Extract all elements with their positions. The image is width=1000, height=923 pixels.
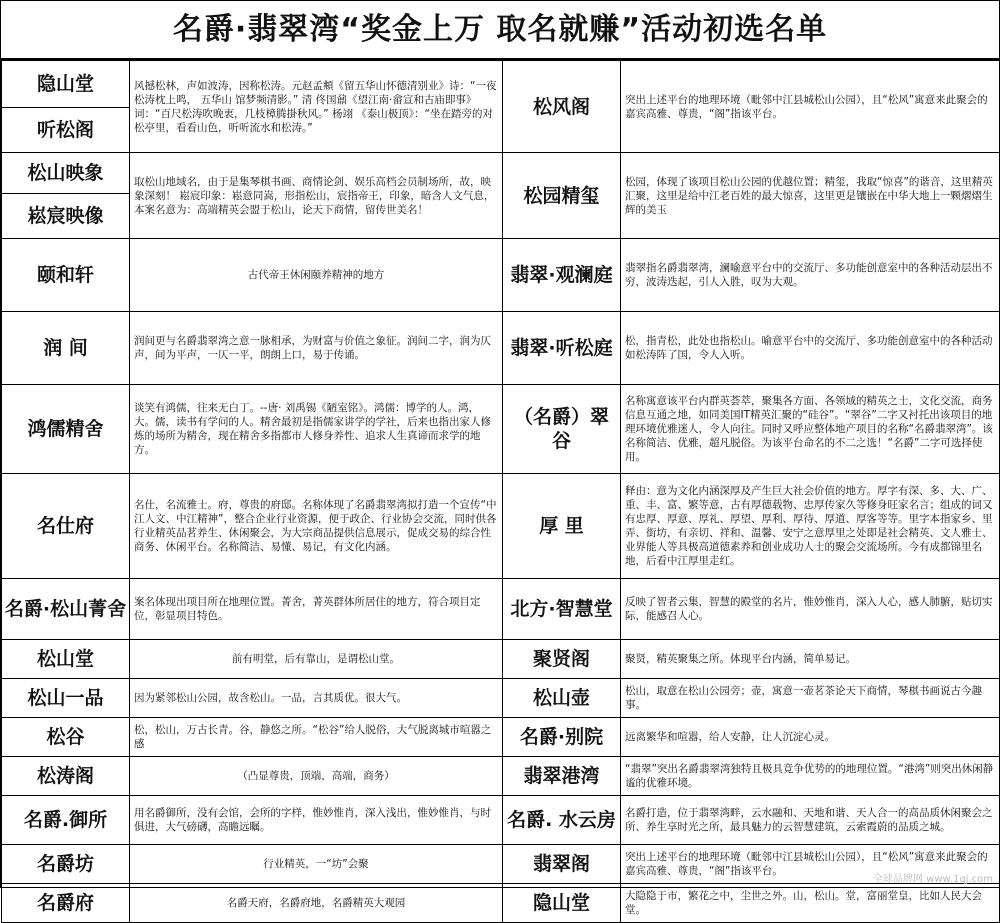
candidate-description: 取松山地域名，由于是集琴棋书画、商情论剑、娱乐高档会员制场所，故，映象深刻！ 崧宸印象：崧意同嵩，形指松山，宸指帝王，印象，暗含人文气息，本案名意为：高端精英会盟于松山，论天下商情，留传世美名！ [130,153,503,239]
candidate-description: 名仕，名流雅士。府，尊贵的府邸。名称体现了名爵翡翠湾拟打造一个宣传“中江人文、中江精神”，整合企业行业资源，便于政企、行业协会交流，同时供各行业精英品茗养生、休闲聚会，为大宗商品提供信息展示，促成交易的综合性商务、休闲平台。名称简洁、易懂、易记，有文化内涵。 [130,474,503,579]
table-row [2,153,1000,194]
candidate-description: 释由：意为文化内涵深厚及产生巨大社会价值的地方。厚字有深、多、大、广、重、丰、富、繁等意，古有厚德载物、忠厚传家久等修身旺家名言；组成的词又有忠厚、厚意、厚礼、厚望、厚利、厚待、厚道、厚客等等。里字本指家乡、里弄、街坊，有亲切、祥和、温馨、安宁之意厚里之处即是社会精英、文人雅士、业界能人等具极高道德素养和创业成功人士的聚会交流场所。今有成都锦里名地，后看中江厚里走红。 [621,474,1000,579]
candidate-name: 松山堂 [2,640,130,679]
candidate-name: 名爵坊 [2,845,130,884]
candidate-name: 名爵·别院 [503,718,621,757]
candidate-description: 翡翠指名爵翡翠湾，澜喻意平台中的交流厅、多功能创意室中的各种活动层出不穷，波涛迭起，引人入胜，叹为大观。 [621,239,1000,312]
table-row [2,239,1000,312]
candidate-name: 松山一品 [2,679,130,718]
candidate-name: 松园精玺 [503,153,621,239]
candidate-name: 鸿儒精舍 [2,385,130,474]
candidate-description: 因为紧邻松山公园，故含松山。一品，言其质优。很大气。 [130,679,503,718]
candidate-description: 用名爵御所，没有会馆，会所的字样，惟妙惟肖，深入浅出，惟妙惟肖，与时俱进，大气磅礴，高瞻远瞩。 [130,796,503,845]
table-row [2,385,1000,474]
table-row [2,679,1000,718]
watermark: 全球品牌网 www.1qj.com [873,874,993,885]
candidate-description: 名爵打造，位于翡翠湾畔，云水融和、天地和谐、天人合一的高品质休闲聚会之所、养生享时光之所，最具魅力的云智慧建筑，云索霞蔚的品质之城。 [621,796,1000,845]
candidate-name: 聚贤阁 [503,640,621,679]
candidate-name: 松山壶 [503,679,621,718]
candidate-description: 名称寓意该平台内群英荟萃，聚集各方面、各领域的精英之士，文化交流，商务信息互通之地，如同美国IT精英汇聚的“硅谷”。“翠谷”二字又衬托出该项目的地理环境优雅迷人，令人向往。同时又呼应整体地产项目的名称“名爵翡翠湾”。该名称简洁、优雅，超凡脱俗。为该平台命名的不二之选！“名爵”二字可选择使用。 [621,385,1000,474]
candidate-name: 名爵. 水云房 [503,796,621,845]
candidate-description: 大隐隐于市，繁花之中，尘世之外。山，松山。堂，富丽堂皇，比如人民大会堂。 [621,884,1000,923]
candidate-name: 颐和轩 [2,239,130,312]
candidate-name: 名爵·松山菁舍 [2,579,130,640]
candidate-name: 翡翠·观澜庭 [503,239,621,312]
candidate-name: 松涛阁 [2,757,130,796]
candidate-description: 名爵天府，名爵府地，名爵精英大观园 [130,884,503,923]
table-row [2,845,1000,884]
candidate-description: 行业精英，一“坊”会聚 [130,845,503,884]
candidate-description: （凸显尊贵，顶端，高端，商务） [130,757,503,796]
candidate-description: 风撼松林，声如波涛，因称松涛。元赵孟頫《留五华山怀德清别业》诗：“一夜松涛枕上鸣， 五华山 馆梦频清影。” 清 佟国鼐《望江南·畲宣和古庙即事》词：“百尺松涛吹晚衷，几枝樟腾掛秋风。” 杨翊 《泰山极顶》：“坐在踏旁的对松亭里，看看山色，听听流水和松涛。” [130,61,503,153]
candidate-description: 反映了智者云集，智慧的殿堂的名片，惟妙惟肖，深入人心，感人肺腑，贴切实际，能感召人心。 [621,579,1000,640]
candidate-name: 厚 里 [503,474,621,579]
candidate-description: 松，松山，万古长青。谷，静悠之所。“松谷”给人脱俗，大气脱离城市喧嚣之感 [130,718,503,757]
candidate-name: 名仕府 [2,474,130,579]
table-row [2,640,1000,679]
candidate-name: 松风阁 [503,61,621,153]
candidate-description: 松园，体现了该项目松山公园的优越位置；精玺，我取“惊喜”的谐音，这里精英汇聚，这里是给中江老百姓的最大惊喜，这里更是镶嵌在中华大地上一颗熠熠生辉的美玉 [621,153,1000,239]
candidate-name: 听松阁 [2,108,130,153]
table-row [2,884,1000,923]
candidate-name: 翡翠阁 [503,845,621,884]
candidate-name: 润 间 [2,312,130,385]
candidate-name: 名爵.御所 [2,796,130,845]
candidate-description: 突出上述平台的地理环境（毗邻中江县城松山公园），且“松风”寓意来此聚会的嘉宾高雅、尊贵，“阁”指该平台。 [621,61,1000,153]
candidate-description: 聚贤，精英聚集之所。体现平台内涵，简单易记。 [621,640,1000,679]
candidate-name: 翡翠港湾 [503,757,621,796]
candidate-description: 前有明堂，后有靠山，是谓松山堂。 [130,640,503,679]
table-row [2,579,1000,640]
candidate-description: 案名体现出项目所在地理位置。菁舍，菁英群体所居住的地方，符合项目定位，彰显项目特色。 [130,579,503,640]
candidate-name: 名爵府 [2,884,130,923]
candidate-name: 北方·智慧堂 [503,579,621,640]
candidate-name: （名爵）翠谷 [503,385,621,474]
candidate-description: 润间更与名爵翡翠湾之意一脉相承，为财富与价值之象征。润间二字，润为仄声，间为平声，一仄一平，朗朗上口，易于传诵。 [130,312,503,385]
candidate-name: 松山映象 [2,153,130,194]
table-row [2,796,1000,845]
candidate-name: 松谷 [2,718,130,757]
candidate-table [1,60,1000,923]
candidate-name: 翡翠·听松庭 [503,312,621,385]
table-row [2,312,1000,385]
table-row [2,474,1000,579]
candidate-description: 远离繁华和喧嚣，给人安静，让人沉淀心灵。 [621,718,1000,757]
candidate-name: 崧宸映像 [2,194,130,239]
candidate-description: “翡翠”突出名爵翡翠湾独特且极具竞争优势的的地理位置。“港湾”则突出休闲静谧的优雅环境。 [621,757,1000,796]
candidate-name: 隐山堂 [2,61,130,108]
table-row [2,718,1000,757]
candidate-description: 突出上述平台的地理环境（毗邻中江县城松山公园），且“松风”寓意来此聚会的嘉宾高雅、尊贵，“阁”指该平台。 [621,845,1000,884]
candidate-description: 松，指青松，此处也指松山。喻意平台中的交流厅、多功能创意室中的各种活动如松涛阵了国，令人入听。 [621,312,1000,385]
candidate-description: 古代帝王休闲颐养精神的地方 [130,239,503,312]
table-row [2,757,1000,796]
page-title: 名爵·翡翠湾“奖金上万 取名就赚”活动初选名单 [1,1,999,60]
candidate-description: 谈笑有鸿儒，往来无白丁。--唐· 刘禹锡《陋室铭》。鸿儒：博学的人。鸿，大。儒，读书有学问的人。精舍最初是指儒家讲学的学社，后来也指出家人修炼的场所为精舍，现在精舍多指都市人修身养性、追求人生真谛而求学的地方。 [130,385,503,474]
candidate-name: 隐山堂 [503,884,621,923]
candidate-description: 松山，取意在松山公园旁；壶，寓意一壶茗茶论天下商情，琴棋书画说古今趣事。 [621,679,1000,718]
table-row [2,61,1000,108]
